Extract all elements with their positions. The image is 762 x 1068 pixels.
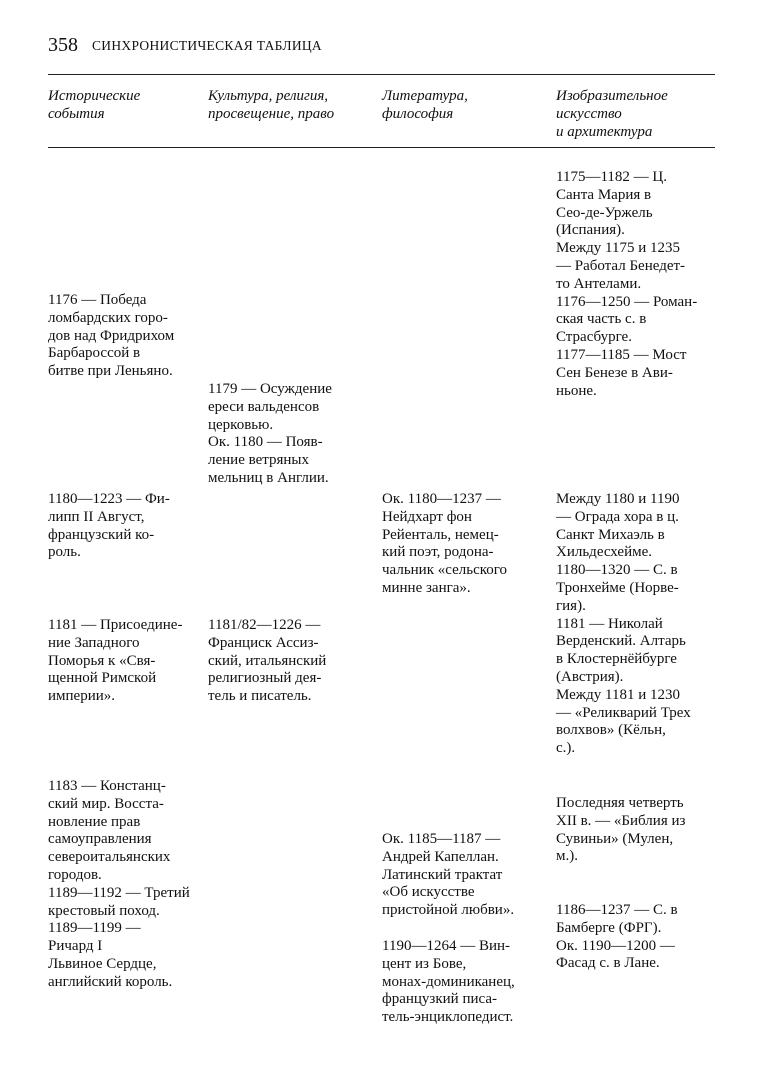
literature-entry-1190: 1190—1264 — Вин- цент из Бове, монах-доминиканец, французкий писа- тель-энциклопедист. <box>382 938 515 1026</box>
header-top-rule <box>48 74 715 75</box>
literature-entry-1180: Ок. 1180—1237 — Нейдхарт фон Рейенталь, немец- кий поэт, родона- чальник «сельского минне занга». <box>382 491 508 596</box>
column-header-literature: Литература, философия <box>382 88 468 122</box>
column-header-art: Изобразительное искусство и архитектура <box>556 88 668 140</box>
history-entry-1176: 1176 — Победа ломбардских горо- дов над Фридрихом Барбароссой в битве при Леньяно. <box>48 292 175 380</box>
header-bottom-rule <box>48 147 715 148</box>
history-entry-1180: 1180—1223 — Фи- липп II Август, французский ко- роль. <box>48 491 170 561</box>
culture-entry-1179: 1179 — Осуждение ереси вальденсов церковью. Ок. 1180 — Появ- ление ветряных мельниц в Англии. <box>208 381 332 486</box>
art-entry-xii-century: Последняя четверть XII в. — «Библия из Сувиньи» (Мулен, м.). <box>556 795 686 865</box>
art-entry-1180: Между 1180 и 1190 — Ограда хора в ц. Санкт Михаэль в Хильдесхейме. 1180—1320 — С. в Тронхейме (Норве- гия). 1181 — Николай Верденский. Алтарь в Клостернёйбурге (Австрия). Между 1181 и 1230 — «Реликварий Трех волхвов» (Кёльн, с.). <box>556 491 691 757</box>
history-entry-1183: 1183 — Констанц- ский мир. Восста- новление прав самоуправления североитальянских городов. 1189—1192 — Третий крестовый поход. 1189—1199 — Ричард I Львиное Сердце, английский король. <box>48 778 190 990</box>
column-header-culture: Культура, религия, просвещение, право <box>208 88 335 122</box>
running-title: СИНХРОНИСТИЧЕСКАЯ ТАБЛИЦА <box>92 38 322 53</box>
literature-entry-1185: Ок. 1185—1187 — Андрей Капеллан. Латинский трактат «Об искусстве пристойной любви». <box>382 831 515 919</box>
history-entry-1181: 1181 — Присоедине- ние Западного Поморья к «Свя- щенной Римской империи». <box>48 617 183 705</box>
art-entry-1175: 1175—1182 — Ц. Санта Мария в Сео-де-Уржель (Испания). Между 1175 и 1235 — Работал Бенедет- то Антелами. 1176—1250 — Роман- ская часть с. в Страсбурге. 1177—1185 — Мост Сен Бенезе в Ави- ньоне. <box>556 169 698 399</box>
culture-entry-1181: 1181/82—1226 — Франциск Ассиз- ский, итальянский религиозный дея- тель и писатель. <box>208 617 327 705</box>
column-header-history: Исторические события <box>48 88 141 122</box>
art-entry-1186: 1186—1237 — С. в Бамберге (ФРГ). Ок. 1190—1200 — Фасад с. в Лане. <box>556 902 678 972</box>
page-number: 358 <box>48 34 78 56</box>
